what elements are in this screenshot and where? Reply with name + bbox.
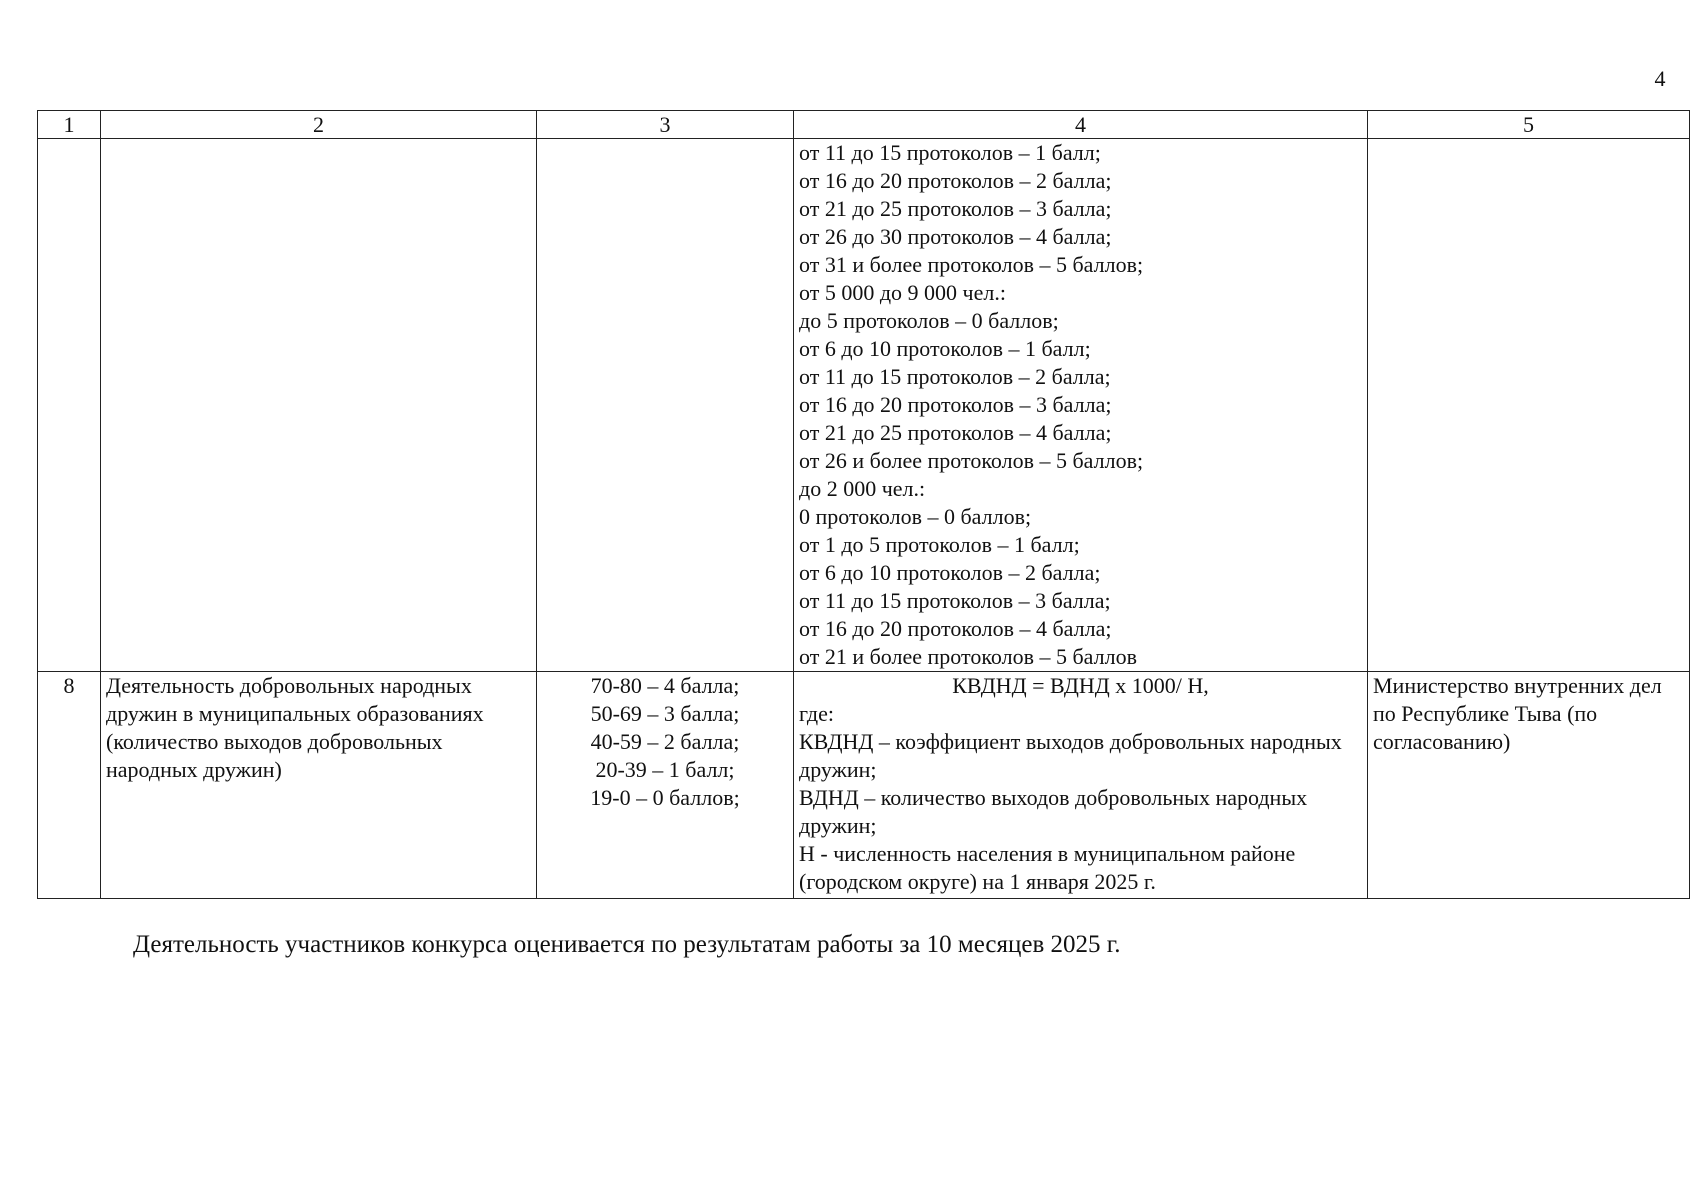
score-line: от 1 до 5 протоколов – 1 балл; bbox=[799, 532, 1080, 557]
header-col-4: 4 bbox=[794, 111, 1368, 139]
score-line: от 11 до 15 протоколов – 3 балла; bbox=[799, 588, 1111, 613]
score-line: от 31 и более протоколов – 5 баллов; bbox=[799, 252, 1144, 277]
page-number: 4 bbox=[1654, 66, 1666, 91]
score-line: до 5 протоколов – 0 баллов; bbox=[799, 308, 1059, 333]
score-line: от 11 до 15 протоколов – 1 балл; bbox=[799, 140, 1101, 165]
score-line: от 16 до 20 протоколов – 4 балла; bbox=[799, 616, 1112, 641]
continuation-col-2 bbox=[101, 139, 537, 672]
formula: КВДНД = ВДНД х 1000/ Н, bbox=[952, 673, 1209, 698]
table-header bbox=[38, 111, 1690, 139]
header-col-3: 3 bbox=[537, 111, 794, 139]
score-line: от 21 до 25 протоколов – 4 балла; bbox=[799, 420, 1112, 445]
continuation-col-1 bbox=[38, 139, 101, 672]
score-range: 50-69 – 3 балла; bbox=[590, 701, 740, 726]
score-range: 40-59 – 2 балла; bbox=[590, 729, 740, 754]
continuation-col-5 bbox=[1368, 139, 1690, 672]
header-row bbox=[38, 111, 1690, 139]
formula-definition: КВДНД – коэффициент выходов добровольных народных дружин; bbox=[799, 729, 1342, 782]
formula-definition: Н - численность населения в муниципальном районе (городском округе) на 1 января 2025 г. bbox=[799, 841, 1296, 894]
table-row-continuation bbox=[38, 139, 1690, 672]
score-line: от 26 и более протоколов – 5 баллов; bbox=[799, 448, 1144, 473]
score-range: 19-0 – 0 баллов; bbox=[590, 785, 740, 810]
criteria-table bbox=[37, 110, 1690, 899]
score-scale bbox=[537, 672, 794, 899]
score-line: от 11 до 15 протоколов – 2 балла; bbox=[799, 364, 1111, 389]
calculation-method bbox=[794, 672, 1368, 899]
score-line: от 21 и более протоколов – 5 баллов bbox=[799, 644, 1137, 669]
population-group-label: до 2 000 чел.: bbox=[799, 476, 926, 501]
score-line: от 21 до 25 протоколов – 3 балла; bbox=[799, 196, 1112, 221]
score-range: 20-39 – 1 балл; bbox=[595, 757, 735, 782]
formula-where: где: bbox=[799, 701, 834, 726]
score-line: от 26 до 30 протоколов – 4 балла; bbox=[799, 224, 1112, 249]
score-line: от 6 до 10 протоколов – 1 балл; bbox=[799, 336, 1091, 361]
header-col-2: 2 bbox=[101, 111, 537, 139]
score-line: от 6 до 10 протоколов – 2 балла; bbox=[799, 560, 1101, 585]
responsible-body: Министерство внутренних дел по Республике Тыва (по согласованию) bbox=[1368, 672, 1690, 899]
table-row-8 bbox=[38, 672, 1690, 899]
score-line: от 16 до 20 протоколов – 2 балла; bbox=[799, 168, 1112, 193]
row-number: 8 bbox=[38, 672, 101, 899]
score-range: 70-80 – 4 балла; bbox=[590, 673, 740, 698]
indicator-name: Деятельность добровольных народных дружин в муниципальных образованиях (количество выходов добровольных народных дружин) bbox=[101, 672, 537, 899]
footnote: Деятельность участников конкурса оценивается по результатам работы за 10 месяцев 2025 г. bbox=[133, 931, 1121, 958]
population-group-label: от 5 000 до 9 000 чел.: bbox=[799, 280, 1006, 305]
header-col-5: 5 bbox=[1368, 111, 1690, 139]
continuation-col-3 bbox=[537, 139, 794, 672]
continuation-col-4 bbox=[794, 139, 1368, 672]
header-col-1: 1 bbox=[38, 111, 101, 139]
score-line: 0 протоколов – 0 баллов; bbox=[799, 504, 1032, 529]
formula-definition: ВДНД – количество выходов добровольных народных дружин; bbox=[799, 785, 1308, 838]
score-line: от 16 до 20 протоколов – 3 балла; bbox=[799, 392, 1112, 417]
